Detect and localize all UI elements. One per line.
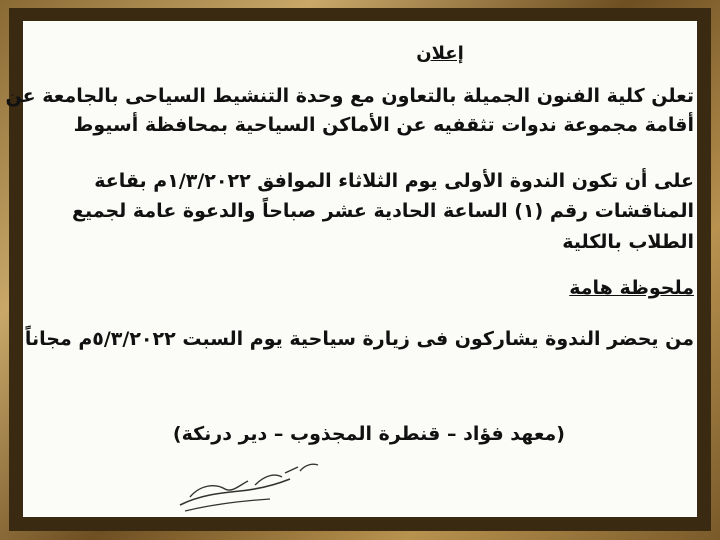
announcement-title xyxy=(0,43,720,64)
paragraph1-line1: تعلن كلية الفنون الجميلة بالتعاون مع وحدة التنشيط السياحى بالجامعة عن xyxy=(5,85,694,107)
note-heading-text: ملحوظة هامة xyxy=(569,277,694,299)
handwritten-signature xyxy=(170,455,330,525)
paragraph2-line1: على أن تكون الندوة الأولى يوم الثلاثاء الموافق ١/٣/٢٠٢٢م بقاعة xyxy=(94,170,694,192)
author-line: (معهد فؤاد – قنطرة المجذوب – دير درنكة) xyxy=(172,423,565,445)
paragraph1-line2: أقامة مجموعة ندوات تثقفيه عن الأماكن السياحية بمحافظة أسيوط xyxy=(73,114,694,136)
paragraph2-line3: الطلاب بالكلية xyxy=(562,231,694,253)
paragraph2-line2: المناقشات رقم (١) الساعة الحادية عشر صباحاً والدعوة عامة لجميع xyxy=(71,200,694,222)
note-text: من يحضر الندوة يشاركون فى زيارة سياحية يوم السبت ٥/٣/٢٠٢٢م مجاناً xyxy=(24,328,694,350)
note-heading xyxy=(26,277,694,299)
announcement-title-text: إعلان xyxy=(416,43,464,64)
